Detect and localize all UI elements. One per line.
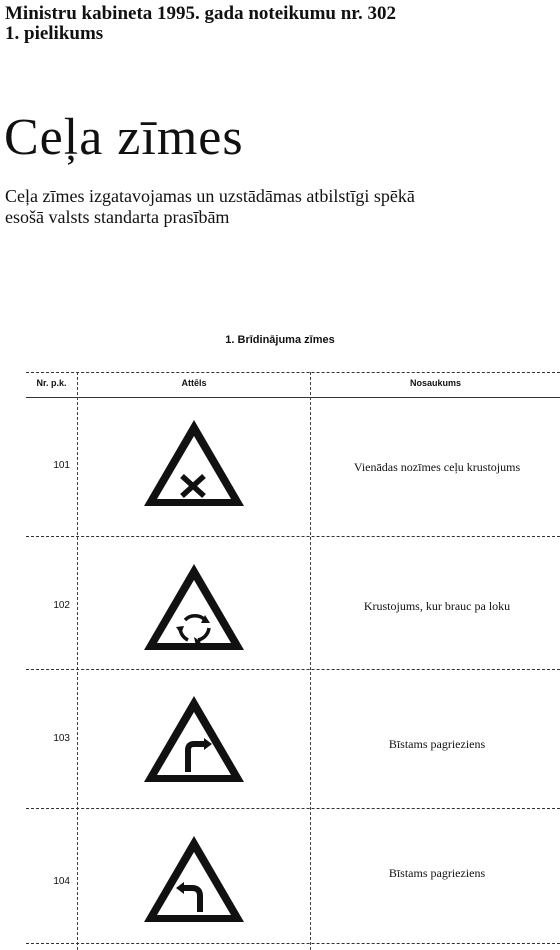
row-number: 101 — [53, 460, 70, 471]
section-title: 1. Brīdinājuma zīmes — [225, 334, 335, 346]
page-title: Ceļa zīmes — [4, 109, 244, 166]
row-divider — [26, 536, 560, 537]
table-top-rule — [26, 372, 560, 373]
document-header — [5, 4, 396, 44]
table-col-divider-2 — [310, 372, 311, 950]
table-col-divider-1 — [77, 372, 78, 950]
row-name: Vienādas nozīmes ceļu krustojums — [353, 460, 521, 474]
row-divider — [26, 669, 560, 670]
column-header-image: Attēls — [181, 378, 207, 388]
row-name: Bīstams pagrieziens — [388, 866, 486, 880]
roundabout-sign-icon — [140, 560, 248, 656]
row-number: 103 — [53, 733, 70, 744]
intro-line-2: esošā valsts standarta prasībām — [5, 207, 230, 227]
crossroads-sign-icon — [140, 416, 248, 512]
row-number: 102 — [53, 600, 70, 611]
header-regulation: Ministru kabineta 1995. gada noteikumu nr. 302 — [5, 3, 396, 24]
row-divider — [26, 943, 560, 944]
column-header-num: Nr. p.k. — [36, 378, 67, 388]
header-annex: 1. pielikums — [5, 23, 104, 44]
right-curve-sign-icon — [140, 692, 248, 788]
intro-text — [5, 186, 560, 228]
left-curve-sign-icon — [140, 832, 248, 928]
row-number: 104 — [53, 876, 70, 887]
column-header-name: Nosaukums — [409, 378, 462, 388]
row-name: Krustojums, kur brauc pa loku — [363, 599, 511, 613]
table-header-rule — [26, 397, 560, 398]
row-name: Bīstams pagrieziens — [388, 737, 486, 751]
row-divider — [26, 808, 560, 809]
intro-line-1: Ceļa zīmes izgatavojamas un uzstādāmas atbilstīgi spēkā — [5, 186, 415, 206]
